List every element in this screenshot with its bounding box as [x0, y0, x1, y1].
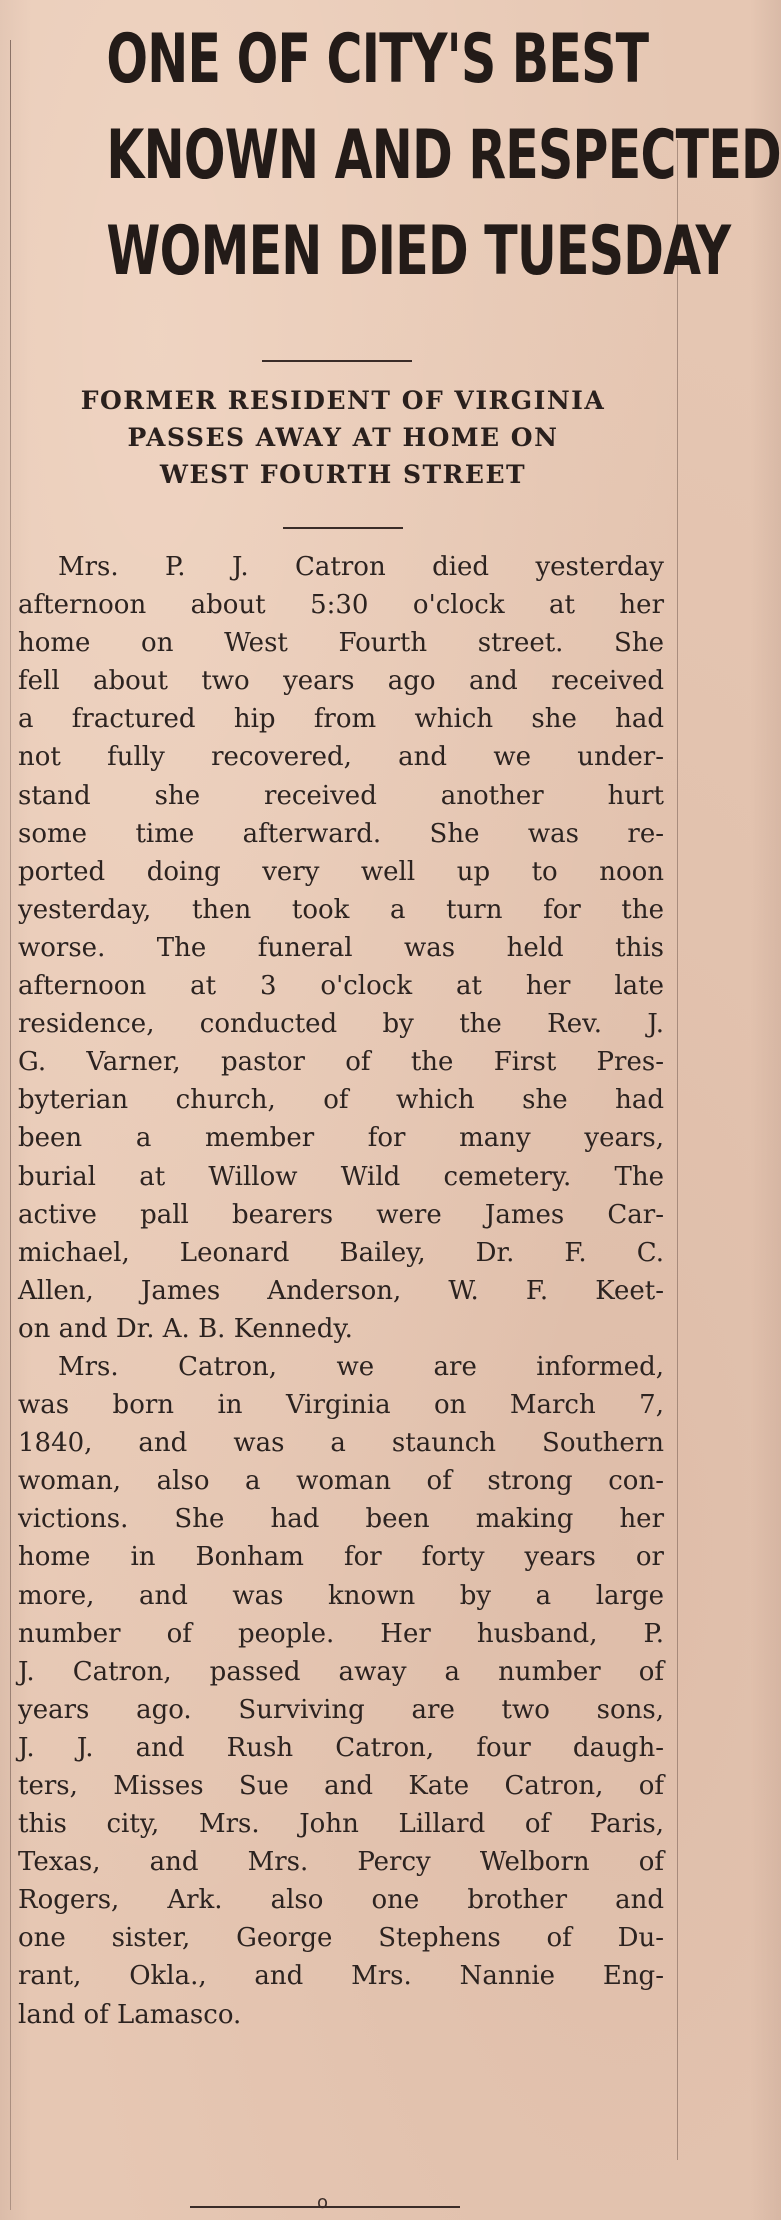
- body-line: yesterday, then took a turn for the: [18, 894, 664, 925]
- body-line: afternoon at 3 o'clock at her late: [18, 971, 664, 1002]
- body-line: years ago. Surviving are two sons,: [18, 1694, 664, 1725]
- body-line: rant, Okla., and Mrs. Nannie Eng-: [18, 1961, 664, 1992]
- body-line: J. Catron, passed away a number of: [18, 1656, 664, 1687]
- body-line: stand she received another hurt: [18, 780, 664, 811]
- body-line: land of Lamasco.: [18, 1999, 242, 2030]
- body-line: more, and was known by a large: [18, 1580, 664, 1611]
- body-line: afternoon about 5:30 o'clock at her: [18, 590, 664, 621]
- body-line: Mrs. Catron, we are informed,: [58, 1351, 664, 1382]
- subhead-divider-rule: [283, 527, 403, 529]
- body-line: Rogers, Ark. also one brother and: [18, 1885, 664, 1916]
- body-line: number of people. Her husband, P.: [18, 1618, 664, 1649]
- end-mark: o: [317, 2192, 329, 2213]
- body-line: burial at Willow Wild cemetery. The: [18, 1161, 664, 1192]
- body-line: woman, also a woman of strong con-: [18, 1466, 664, 1497]
- body-line: 1840, and was a staunch Southern: [18, 1428, 664, 1459]
- body-line: G. Varner, pastor of the First Pres-: [18, 1047, 664, 1078]
- body-line: was born in Virginia on March 7,: [18, 1390, 664, 1421]
- headline-divider-rule: [262, 360, 412, 362]
- body-line: one sister, George Stephens of Du-: [18, 1923, 664, 1954]
- body-line: byterian church, of which she had: [18, 1085, 664, 1116]
- headline: [106, 12, 781, 300]
- column-rule-right: [677, 140, 678, 2160]
- headline-line: KNOWN AND RESPECTED: [106, 116, 781, 195]
- subheadline-line: PASSES AWAY AT HOME ON: [127, 423, 559, 452]
- body-line: fell about two years ago and received: [18, 666, 664, 697]
- subheadline: [14, 382, 672, 493]
- body-line: home on West Fourth street. She: [18, 628, 664, 659]
- body-line: michael, Leonard Bailey, Dr. F. C.: [18, 1237, 664, 1268]
- body-line: this city, Mrs. John Lillard of Paris,: [18, 1809, 664, 1840]
- body-line: a fractured hip from which she had: [18, 704, 664, 735]
- column-rule-left: [10, 40, 11, 2210]
- body-line: on and Dr. A. B. Kennedy.: [18, 1313, 353, 1344]
- body-line: ported doing very well up to noon: [18, 856, 664, 887]
- subheadline-line: WEST FOURTH STREET: [159, 460, 527, 489]
- article-body: [18, 548, 664, 2034]
- body-line: some time afterward. She was re-: [18, 818, 664, 849]
- headline-line: ONE OF CITY'S BEST: [106, 20, 649, 99]
- headline-line: WOMEN DIED TUESDAY: [106, 212, 731, 291]
- subheadline-line: FORMER RESIDENT OF VIRGINIA: [80, 386, 606, 415]
- body-line: victions. She had been making her: [18, 1504, 664, 1535]
- body-line: Allen, James Anderson, W. F. Keet-: [18, 1275, 664, 1306]
- body-line: worse. The funeral was held this: [18, 932, 664, 963]
- body-line: home in Bonham for forty years or: [18, 1542, 664, 1573]
- body-line: been a member for many years,: [18, 1123, 664, 1154]
- body-line: active pall bearers were James Car-: [18, 1199, 664, 1230]
- body-line: J. J. and Rush Catron, four daugh-: [18, 1732, 664, 1763]
- body-line: Texas, and Mrs. Percy Welborn of: [18, 1847, 664, 1878]
- body-line: ters, Misses Sue and Kate Catron, of: [18, 1771, 664, 1801]
- body-line: not fully recovered, and we under-: [18, 742, 664, 773]
- body-line: residence, conducted by the Rev. J.: [18, 1009, 664, 1040]
- body-line: Mrs. P. J. Catron died yesterday: [58, 552, 664, 582]
